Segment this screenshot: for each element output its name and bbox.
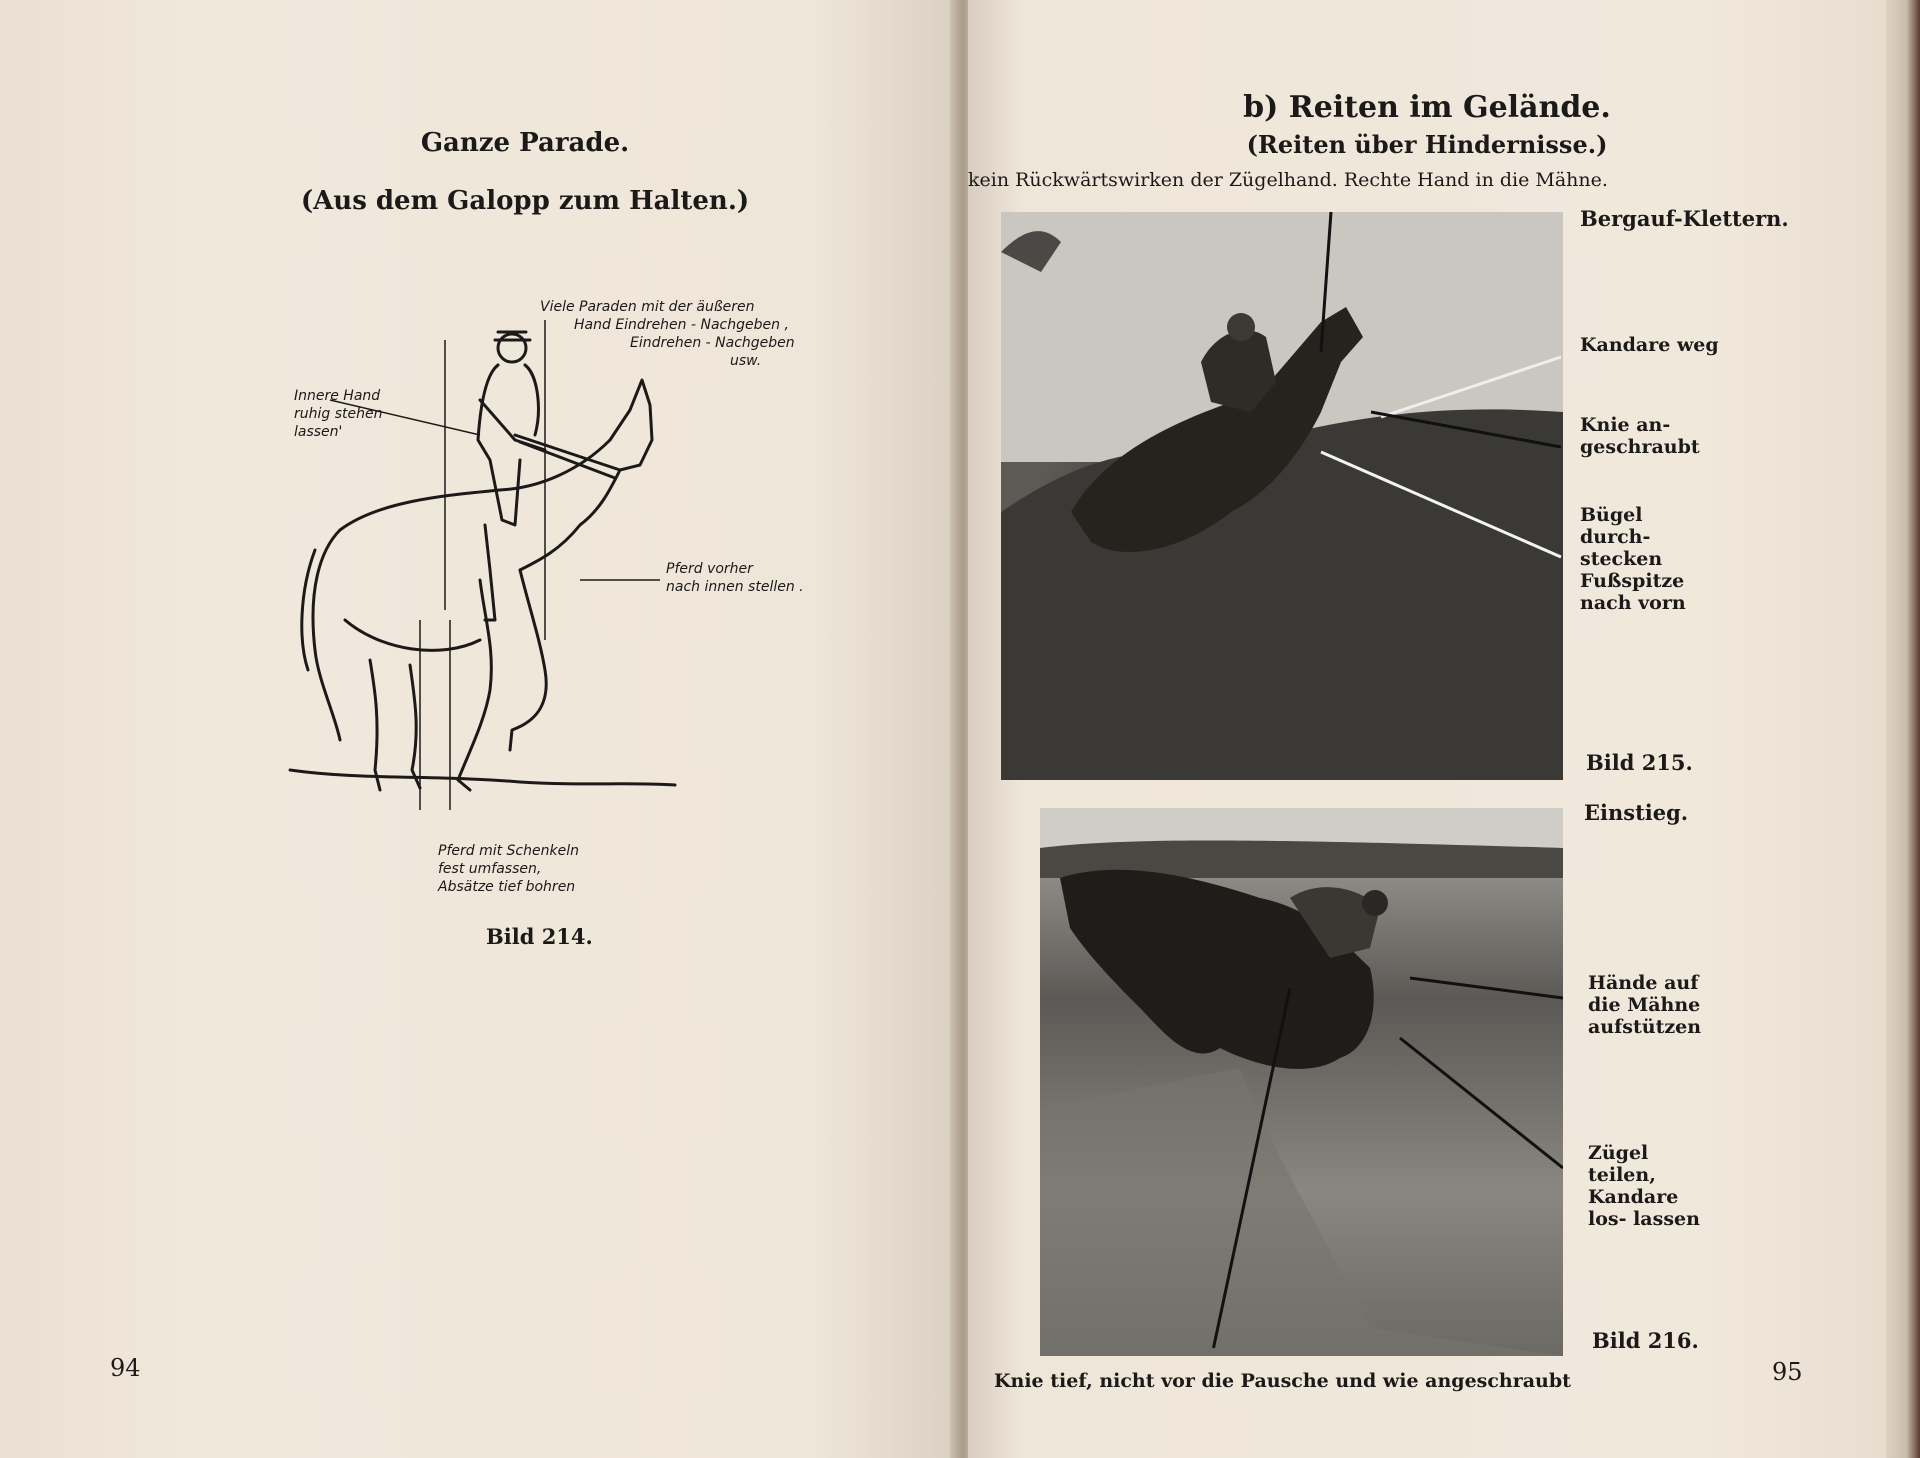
figure-caption-214: Bild 214. [486, 924, 593, 949]
figure2-title: Einstieg. [1584, 800, 1689, 825]
right-heading: b) Reiten im Gelände. [1243, 90, 1611, 125]
left-page [0, 0, 958, 1458]
right-page [968, 0, 1886, 1458]
page-number-left: 94 [110, 1354, 141, 1382]
figure2-note-zuegel: Zügel teilen, Kandare los- lassen [1588, 1142, 1700, 1230]
figure-caption-215: Bild 215. [1586, 750, 1693, 775]
figure-caption-216: Bild 216. [1592, 1328, 1699, 1353]
left-subheading: (Aus dem Galopp zum Halten.) [300, 186, 750, 216]
photo-bild-216-illustration [1040, 808, 1563, 1356]
figure2-note-haende: Hände auf die Mähne aufstützen [1588, 972, 1702, 1038]
figure1-note-buegel: Bügel durch- stecken Fußspitze nach vorn [1580, 504, 1686, 614]
photo-bild-216 [1040, 808, 1563, 1356]
drawing-label-left: Innere Hand ruhig stehen lassen' [294, 388, 383, 440]
drawing-label-right: Pferd vorher nach innen stellen . [666, 561, 804, 595]
drawing-label-top: Viele Paraden mit der äußeren Hand Eindrehen - Nachgeben , Eindrehen - Nachgeben usw. [540, 299, 795, 369]
book-page-edges [1886, 0, 1920, 1458]
figure1-note-knie: Knie an- geschraubt [1580, 414, 1700, 458]
drawing-label-bottom: Pferd mit Schenkeln fest umfassen, Absätze tief bohren [438, 843, 579, 895]
left-heading: Ganze Parade. [420, 128, 630, 158]
photo-bild-215-illustration [1001, 212, 1563, 780]
right-bottom-line: Knie tief, nicht vor die Pausche und wie angeschraubt [994, 1370, 1571, 1392]
right-top-line: kein Rückwärtswirken der Zügelhand. Rechte Hand in die Mähne. [968, 169, 1608, 191]
figure1-title: Bergauf-Klettern. [1580, 206, 1789, 231]
right-subheading: (Reiten über Hindernisse.) [1246, 130, 1608, 159]
page-number-right: 95 [1772, 1358, 1803, 1386]
figure1-note-kandare: Kandare weg [1580, 334, 1719, 356]
photo-bild-215 [1001, 212, 1563, 780]
